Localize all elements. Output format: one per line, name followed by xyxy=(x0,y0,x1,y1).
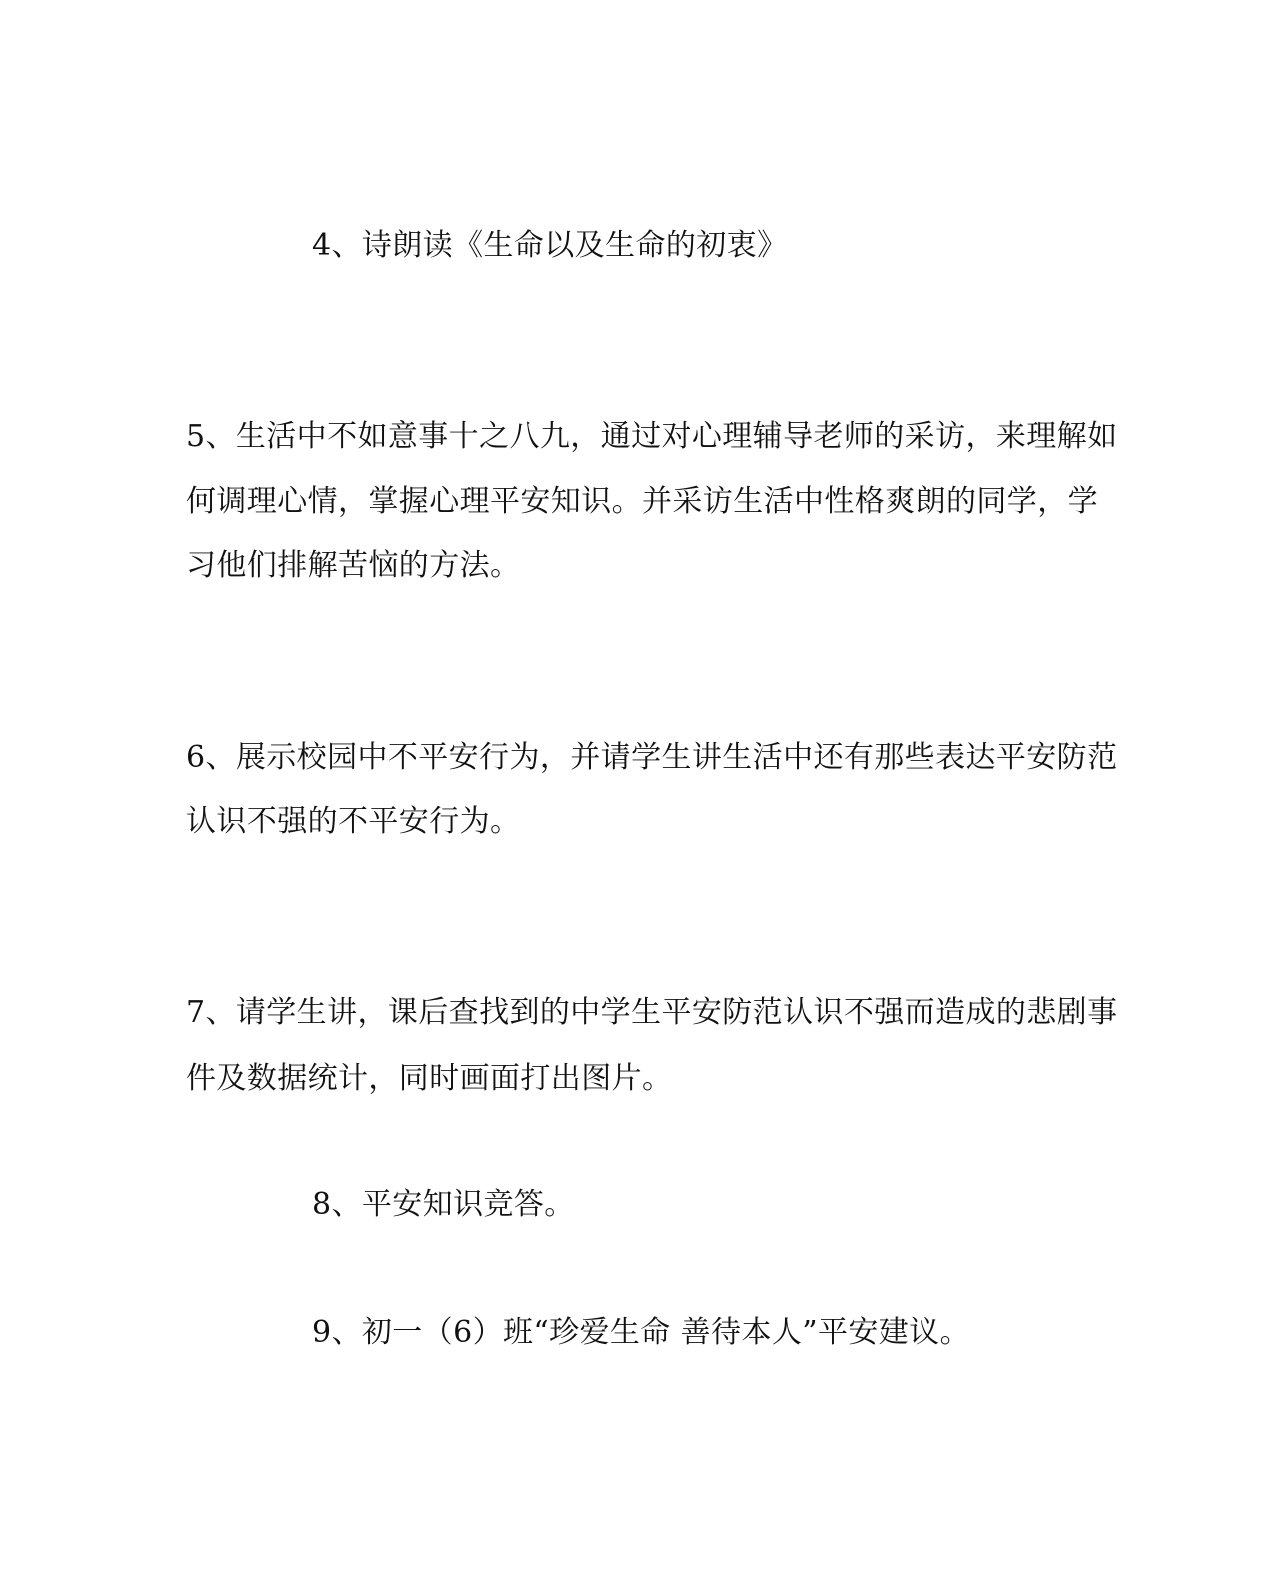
item-8-line-1: 8、平安知识竞答。 xyxy=(312,1187,575,1222)
item-4-line-1: 4、诗朗读《生命以及生命的初衷》 xyxy=(312,228,788,263)
item-6-line-2: 认识不强的不平安行为。 xyxy=(186,804,521,839)
item-7-line-1: 7、请学生讲，课后查找到的中学生平安防范认识不强而造成的悲剧事 xyxy=(186,995,1118,1030)
item-7-line-2: 件及数据统计，同时画面打出图片。 xyxy=(186,1061,673,1096)
item-5-line-3: 习他们排解苦恼的方法。 xyxy=(186,548,521,583)
item-9-line-1: 9、初一（6）班“珍爱生命 善待本人”平安建议。 xyxy=(312,1315,970,1350)
item-5-line-1: 5、生活中不如意事十之八九，通过对心理辅导老师的采访，来理解如 xyxy=(186,419,1118,454)
item-6-line-1: 6、展示校园中不平安行为，并请学生讲生活中还有那些表达平安防范 xyxy=(186,740,1118,775)
item-5-line-2: 何调理心情，掌握心理平安知识。并采访生活中性格爽朗的同学，学 xyxy=(186,484,1098,519)
